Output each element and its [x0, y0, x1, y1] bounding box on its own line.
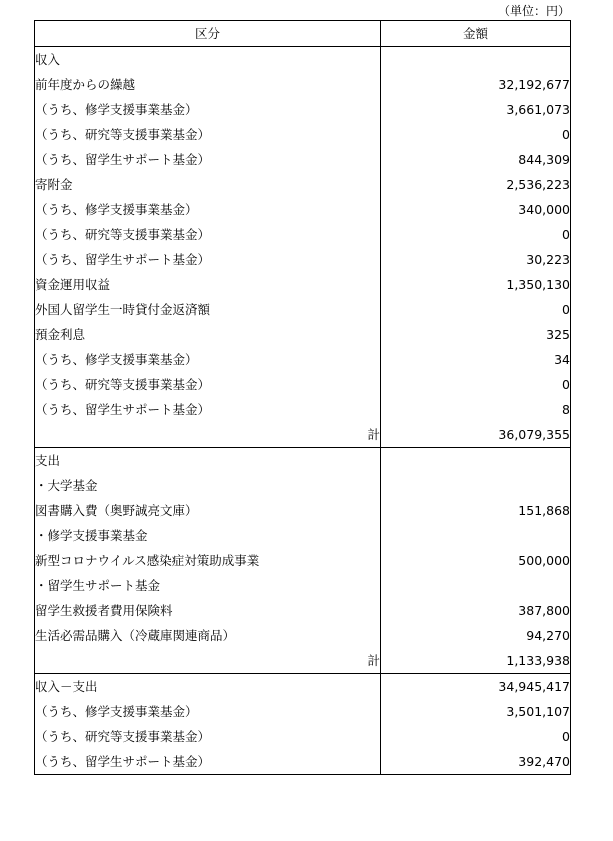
- row-amount: [381, 47, 571, 73]
- table-row: [35, 97, 571, 122]
- row-amount: [381, 473, 571, 498]
- row-amount: 0: [381, 724, 571, 749]
- row-label: 資金運用収益: [35, 272, 381, 297]
- row-label: 支出: [35, 448, 381, 474]
- row-label: （うち、留学生サポート基金）: [35, 247, 381, 272]
- table-row: [35, 122, 571, 147]
- total-amount: 1,133,938: [381, 648, 571, 674]
- row-label: 生活必需品購入（冷蔵庫関連商品）: [35, 623, 381, 648]
- row-label: （うち、留学生サポート基金）: [35, 397, 381, 422]
- row-label: （うち、留学生サポート基金）: [35, 147, 381, 172]
- table-row: [35, 448, 571, 474]
- row-amount: [381, 523, 571, 548]
- table-row: [35, 322, 571, 347]
- row-amount: 0: [381, 222, 571, 247]
- table-row: [35, 197, 571, 222]
- row-amount: 0: [381, 372, 571, 397]
- total-amount: 36,079,355: [381, 422, 571, 448]
- table-row: [35, 247, 571, 272]
- row-label: 収入－支出: [35, 674, 381, 700]
- table-row: [35, 724, 571, 749]
- row-amount: 34,945,417: [381, 674, 571, 700]
- table-row: [35, 699, 571, 724]
- table-header-row: [35, 21, 571, 47]
- row-amount: 387,800: [381, 598, 571, 623]
- category-column-header: 区分: [35, 21, 381, 47]
- total-row: [35, 422, 571, 448]
- row-amount: 392,470: [381, 749, 571, 775]
- row-label: （うち、研究等支援事業基金）: [35, 724, 381, 749]
- row-amount: 3,501,107: [381, 699, 571, 724]
- row-label: 新型コロナウイルス感染症対策助成事業: [35, 548, 381, 573]
- row-amount: 32,192,677: [381, 72, 571, 97]
- amount-column-header: 金額: [381, 21, 571, 47]
- row-label: 図書購入費（奥野誠亮文庫）: [35, 498, 381, 523]
- row-label: （うち、修学支援事業基金）: [35, 347, 381, 372]
- row-amount: 340,000: [381, 197, 571, 222]
- table-row: [35, 623, 571, 648]
- row-label: （うち、研究等支援事業基金）: [35, 222, 381, 247]
- table-row: [35, 47, 571, 73]
- table-row: [35, 523, 571, 548]
- row-label: 寄附金: [35, 172, 381, 197]
- row-label: 外国人留学生一時貸付金返済額: [35, 297, 381, 322]
- total-label: 計: [35, 648, 381, 674]
- row-amount: 1,350,130: [381, 272, 571, 297]
- table-row: [35, 397, 571, 422]
- row-label: （うち、修学支援事業基金）: [35, 699, 381, 724]
- row-label: （うち、修学支援事業基金）: [35, 197, 381, 222]
- table-row: [35, 147, 571, 172]
- row-amount: 844,309: [381, 147, 571, 172]
- table-row: [35, 347, 571, 372]
- table-row: [35, 72, 571, 97]
- table-row: [35, 297, 571, 322]
- row-label: ・修学支援事業基金: [35, 523, 381, 548]
- row-amount: [381, 448, 571, 474]
- table-body: [35, 47, 571, 775]
- row-amount: 94,270: [381, 623, 571, 648]
- row-amount: 325: [381, 322, 571, 347]
- table-row: [35, 573, 571, 598]
- row-amount: 3,661,073: [381, 97, 571, 122]
- table-row: [35, 222, 571, 247]
- table-row: [35, 172, 571, 197]
- row-label: （うち、研究等支援事業基金）: [35, 122, 381, 147]
- row-amount: [381, 573, 571, 598]
- table-row: [35, 272, 571, 297]
- row-label: 収入: [35, 47, 381, 73]
- row-label: 留学生救援者費用保険料: [35, 598, 381, 623]
- table-row: [35, 749, 571, 775]
- table-row: [35, 598, 571, 623]
- row-label: （うち、修学支援事業基金）: [35, 97, 381, 122]
- row-label: （うち、留学生サポート基金）: [35, 749, 381, 775]
- row-amount: 0: [381, 122, 571, 147]
- table-row: [35, 498, 571, 523]
- row-amount: 151,868: [381, 498, 571, 523]
- table-row: [35, 473, 571, 498]
- total-label: 計: [35, 422, 381, 448]
- row-amount: 2,536,223: [381, 172, 571, 197]
- total-row: [35, 648, 571, 674]
- row-label: ・留学生サポート基金: [35, 573, 381, 598]
- table-row: [35, 548, 571, 573]
- row-label: ・大学基金: [35, 473, 381, 498]
- row-amount: 8: [381, 397, 571, 422]
- row-label: （うち、研究等支援事業基金）: [35, 372, 381, 397]
- row-amount: 0: [381, 297, 571, 322]
- row-label: 預金利息: [35, 322, 381, 347]
- unit-note: （単位：円）: [497, 4, 570, 18]
- table-row: [35, 674, 571, 700]
- table-row: [35, 372, 571, 397]
- row-amount: 500,000: [381, 548, 571, 573]
- row-amount: 34: [381, 347, 571, 372]
- row-label: 前年度からの繰越: [35, 72, 381, 97]
- row-amount: 30,223: [381, 247, 571, 272]
- income-expenditure-table: [34, 20, 571, 775]
